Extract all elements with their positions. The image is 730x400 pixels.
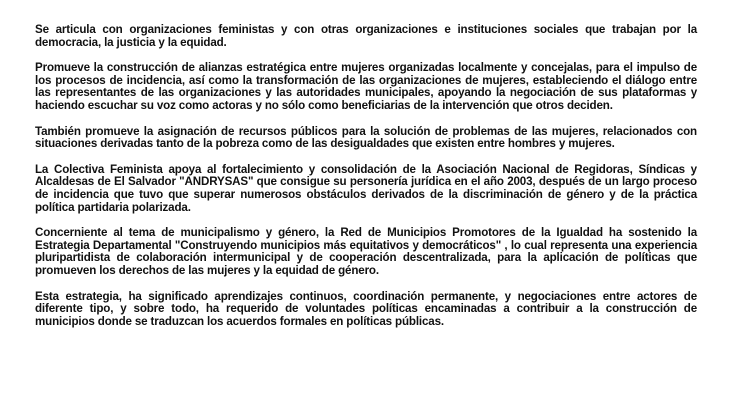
paragraph-alliances: Promueve la construcción de alianzas estratégica entre mujeres organizadas localmente y concejalas, para el impulso de los procesos de incidencia, así como la transformación de las organizaciones de mujeres, estableciendo el diálogo entre las representantes de las organizaciones y las autoridades municipales, apoyando la negociación de sus plataformas y haciendo escuchar su voz como actoras y no sólo como beneficiarias de la intervención que otros deciden.	[35, 61, 697, 112]
paragraph-public-resources: También promueve la asignación de recursos públicos para la solución de problemas de las mujeres, relacionados con situaciones derivadas tanto de la pobreza como de las desigualdades que existen entre hombres y mujeres.	[35, 124, 697, 151]
paragraph-andrysas: La Colectiva Feminista apoya al fortalecimiento y consolidación de la Asociación Nacional de Regidoras, Síndicas y Alcaldesas de El Salvador "ANDRYSAS" que consigue su personería jurídica en el año 2003, después de un largo proceso de incidencia que tuvo que superar numerosos obstáculos derivados de la discriminación de género y de la práctica política partidaria polarizada.	[35, 162, 697, 214]
document-page	[35, 24, 697, 328]
paragraph-municipalism: Concerniente al tema de municipalismo y género, la Red de Municipios Promotores de la Igualdad ha sostenido la Estrategia Departamental "Construyendo municipios más equitativos y democráticos" , lo cual representa una experiencia pluripartidista de colaboración intermunicipal y de cooperación descentralizada, para la aplicación de políticas que promueven los derechos de las mujeres y la equidad de género.	[35, 226, 697, 277]
paragraph-strategy: Esta estrategia, ha significado aprendizajes continuos, coordinación permanente, y negociaciones entre actores de diferente tipo, y sobre todo, ha requerido de voluntades políticas encaminadas a contribuir a la construcción de municipios donde se traduzcan los acuerdos formales en políticas públicas.	[35, 289, 697, 328]
paragraph-articulation: Se articula con organizaciones feministas y con otras organizaciones e instituciones sociales que trabajan por la democracia, la justicia y la equidad.	[35, 23, 697, 49]
